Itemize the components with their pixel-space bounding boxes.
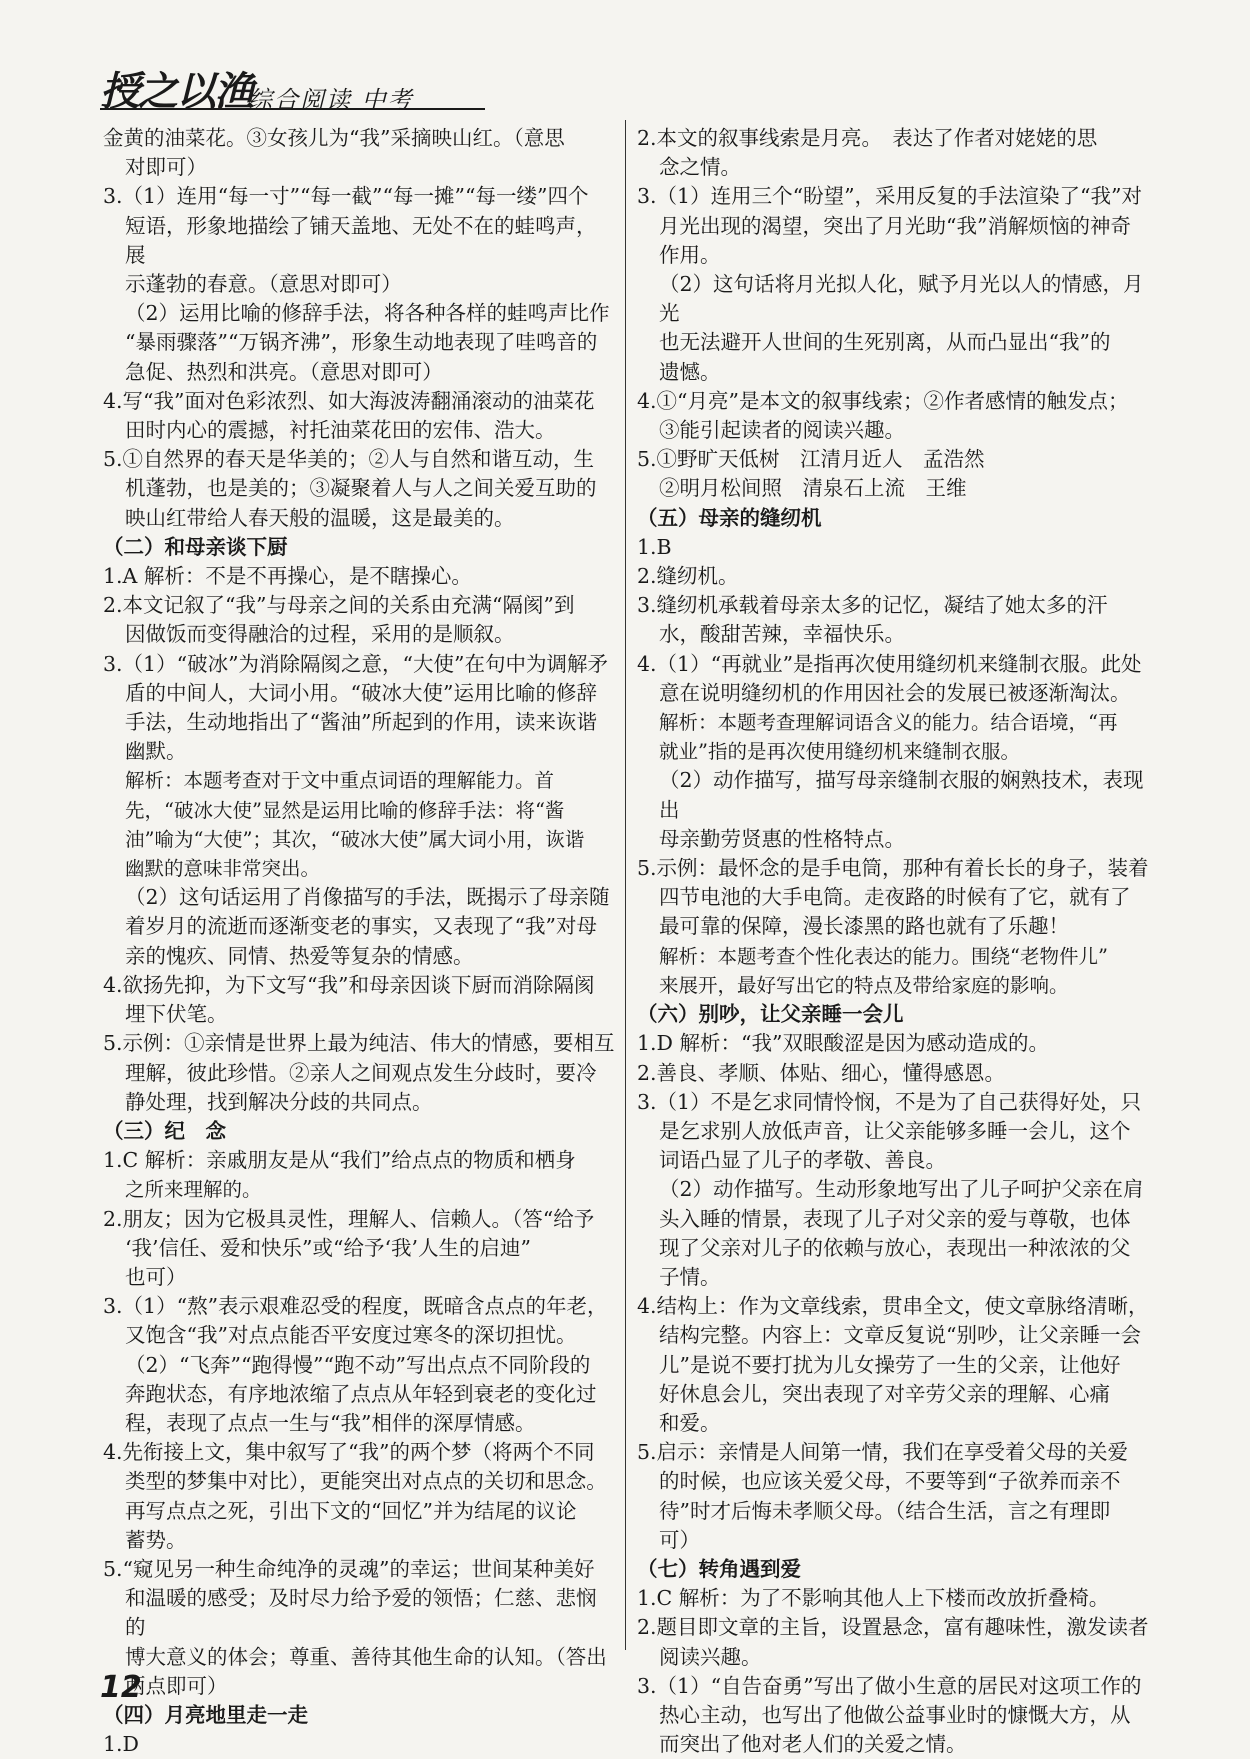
- answer-line: （2）“飞奔”“跑得慢”“跑不动”写出点点不同阶段的: [125, 1352, 591, 1377]
- answer-line: 3.（1）连用“每一寸”“每一截”“每一摊”“每一缕”四个: [103, 184, 589, 209]
- answer-line: 热心主动，也写出了他做公益事业时的慷慨大方，从: [659, 1702, 1131, 1727]
- answer-line: 因做饭而变得融洽的过程，采用的是顺叙。: [125, 622, 515, 647]
- analysis-line: 就业”指的是再次使用缝纫机来缝制衣服。: [659, 740, 1020, 764]
- analysis-line: 油”喻为“大使”；其次，“破冰大使”属大词小用，诙谐: [125, 827, 585, 851]
- answer-line: ③能引起读者的阅读兴趣。: [659, 418, 905, 443]
- section-heading: （六）别吵，让父亲睡一会儿: [637, 1002, 904, 1027]
- answer-line: 急促、热烈和洪亮。（意思对即可）: [125, 359, 443, 384]
- analysis-line: 幽默的意味非常突出。: [125, 857, 321, 881]
- answer-line: 头入睡的情景，表现了儿子对父亲的爱与尊敬，也体: [659, 1206, 1131, 1231]
- answer-line: 3.（1）“熬”表示艰难忍受的程度，既暗含点点的年老，: [103, 1294, 608, 1319]
- analysis-line: 之所来理解的。: [125, 1178, 262, 1202]
- answer-line: 3.（1）不是乞求同情怜悯，不是为了自己获得好处，只: [637, 1089, 1142, 1114]
- answer-line: 对即可）: [125, 155, 207, 180]
- answer-line: 的时候，也应该关爱父母，不要等到“子欲养而亲不: [659, 1469, 1121, 1494]
- answer-line: （2）动作描写。生动形象地写出了儿子呵护父亲在肩: [659, 1177, 1144, 1202]
- analysis-line: 先，“破冰大使”显然是运用比喻的修辞手法：将“酱: [125, 798, 565, 822]
- answer-line: 2.本文的叙事线索是月亮。 表达了作者对姥姥的思: [637, 126, 1098, 150]
- column-divider: [625, 120, 626, 1650]
- answer-line: ‘我’信任、爱和快乐”或“给予‘我’人生的启迪”: [125, 1235, 532, 1260]
- answer-line: （2）这句话将月光拟人化，赋予月光以人的情感，月光: [659, 272, 1144, 326]
- answer-line: 盾的中间人，大词小用。“破冰大使”运用比喻的修辞: [125, 680, 597, 705]
- section-heading: （四）月亮地里走一走: [103, 1702, 308, 1727]
- answer-line: 5.①自然界的春天是华美的；②人与自然和谐互动，生: [103, 447, 595, 472]
- answer-line: 也无法避开人世间的生死别离，从而凸显出“我”的: [659, 330, 1111, 355]
- left-column: [103, 124, 615, 1759]
- answer-line: 1.D: [103, 1732, 139, 1757]
- answer-line: 金黄的油菜花。③女孩儿为“我”采摘映山红。（意思: [103, 126, 565, 150]
- answer-line: “暴雨骤落”“万锅齐沸”，形象生动地表现了哇鸣音的: [125, 330, 598, 355]
- answer-line: ②明月松间照 清泉石上流 王维: [659, 476, 967, 501]
- answer-line: 3.（1）“破冰”为消除隔阂之意，“大使”在句中为调解矛: [103, 651, 609, 676]
- answer-line: 5.示例：①亲情是世界上最为纯洁、伟大的情感，要相互: [103, 1031, 615, 1056]
- section-heading: （五）母亲的缝纫机: [637, 505, 822, 530]
- answer-line: （2）运用比喻的修辞手法，将各种各样的蛙鸣声比作: [125, 301, 610, 326]
- answer-line: 子情。: [659, 1264, 721, 1289]
- answer-line: 奔跑状态，有序地浓缩了点点从年轻到衰老的变化过: [125, 1381, 597, 1406]
- answer-line: 4.（1）“再就业”是指再次使用缝纫机来缝制衣服。此处: [637, 651, 1142, 676]
- answer-line: 两点即可）: [125, 1673, 228, 1698]
- answer-line: 儿”是说不要打扰为儿女操劳了一生的父亲，让他好: [659, 1352, 1121, 1377]
- analysis-line: 解析：本题考查对于文中重点词语的理解能力。首: [125, 769, 555, 793]
- answer-line: 2.本文记叙了“我”与母亲之间的关系由充满“隔阂”到: [103, 593, 575, 618]
- answer-line: 而突出了他对老人们的关爱之情。: [659, 1732, 967, 1757]
- answer-line: 念之情。: [659, 155, 741, 180]
- answer-line: 4.欲扬先抑，为下文写“我”和母亲因谈下厨而消除隔阂: [103, 972, 595, 997]
- answer-line: 手法，生动地指出了“酱油”所起到的作用，读来诙谐: [125, 710, 597, 735]
- answer-line: 月光出现的渴望，突出了月光助“我”消解烦恼的神奇: [659, 213, 1131, 238]
- answer-line: 机蓬勃，也是美的；③凝聚着人与人之间关爱互助的: [125, 476, 597, 501]
- section-heading: （二）和母亲谈下厨: [103, 534, 288, 559]
- answer-line: 四节电池的大手电筒。走夜路的时候有了它，就有了: [659, 885, 1131, 910]
- answer-line: 3.（1）“自告奋勇”写出了做小生意的居民对这项工作的: [637, 1673, 1142, 1698]
- answer-line: 最可靠的保障，漫长漆黑的路也就有了乐趣！: [659, 914, 1069, 939]
- section-heading: （三）纪 念: [103, 1118, 226, 1143]
- answer-line: 好休息会儿，突出表现了对辛劳父亲的理解、心痛: [659, 1381, 1110, 1406]
- answer-line: 1.D 解析：“我”双眼酸涩是因为感动造成的。: [637, 1031, 1049, 1056]
- answer-line: 意在说明缝纫机的作用因社会的发展已被逐渐淘汰。: [659, 680, 1131, 705]
- answer-line: 待”时才后悔未孝顺父母。（结合生活，言之有理即: [659, 1498, 1111, 1523]
- answer-line: 5.启示：亲情是人间第一情，我们在享受着父母的关爱: [637, 1440, 1129, 1465]
- answer-line: 结构完整。内容上：文章反复说“别吵，让父亲睡一会: [659, 1323, 1141, 1348]
- book-title: 综合阅读 中考: [248, 86, 414, 114]
- answer-line: 可）: [659, 1527, 700, 1552]
- answer-line: 阅读兴趣。: [659, 1644, 762, 1669]
- answer-line: 遗憾。: [659, 359, 721, 384]
- answer-line: 短语，形象地描绘了铺天盖地、无处不在的蛙鸣声，展: [125, 213, 597, 267]
- answer-line: 和爱。: [659, 1410, 721, 1435]
- answer-line: 田时内心的震撼，衬托油菜花田的宏伟、浩大。: [125, 418, 556, 443]
- answer-line: 1.B: [637, 534, 672, 559]
- answer-line: 又饱含“我”对点点能否平安度过寒冬的深切担忧。: [125, 1323, 577, 1348]
- answer-line: 4.结构上：作为文章线索，贯串全文，使文章脉络清晰，: [637, 1294, 1149, 1319]
- answer-line: 蓄势。: [125, 1527, 187, 1552]
- right-column: [637, 124, 1149, 1759]
- answer-line: 静处理，找到解决分歧的共同点。: [125, 1089, 433, 1114]
- answer-line: 类型的梦集中对比），更能突出对点点的关切和思念。: [125, 1469, 607, 1494]
- answer-line: 水，酸甜苦辣，幸福快乐。: [659, 622, 905, 647]
- analysis-line: 来展开，最好写出它的特点及带给家庭的影响。: [659, 973, 1069, 997]
- answer-line: 亲的愧疚、同情、热爱等复杂的情感。: [125, 943, 474, 968]
- answer-line: 母亲勤劳贤惠的性格特点。: [659, 826, 905, 851]
- analysis-line: 解析：本题考查理解词语含义的能力。结合语境，“再: [659, 711, 1118, 735]
- answer-line: 4.①“月亮”是本文的叙事线索；②作者感情的触发点；: [637, 388, 1129, 413]
- answer-line: 2.善良、孝顺、体贴、细心，懂得感恩。: [637, 1060, 1006, 1085]
- answer-line: 幽默。: [125, 739, 187, 764]
- answer-line: 作用。: [659, 242, 721, 267]
- header-rule: [100, 108, 485, 110]
- answer-line: 现了父亲对儿子的依赖与放心，表现出一种浓浓的父: [659, 1235, 1131, 1260]
- answer-line: 再写点点之死，引出下文的“回忆”并为结尾的议论: [125, 1498, 577, 1523]
- answer-line: 也可）: [125, 1264, 187, 1289]
- answer-line: 2.题目即文章的主旨，设置悬念，富有趣味性，激发读者: [637, 1615, 1149, 1640]
- answer-line: 3.缝纫机承载着母亲太多的记忆，凝结了她太多的汗: [637, 593, 1108, 618]
- answer-line: 1.C 解析：亲戚朋友是从“我们”给点点的物质和栖身: [103, 1148, 576, 1173]
- answer-line: 埋下伏笔。: [125, 1002, 228, 1027]
- publisher-logo: 授之以渔: [100, 68, 252, 115]
- analysis-line: 解析：本题考查个性化表达的能力。围绕“老物件儿”: [659, 944, 1108, 968]
- answer-line: 是乞求别人放低声音，让父亲能够多睡一会儿，这个: [659, 1118, 1131, 1143]
- answer-line: 理解，彼此珍惜。②亲人之间观点发生分歧时，要冷: [125, 1060, 597, 1085]
- section-heading: （七）转角遇到爱: [637, 1556, 801, 1581]
- answer-line: 程，表现了点点一生与“我”相伴的深厚情感。: [125, 1410, 536, 1435]
- answer-line: 5.示例：最怀念的是手电筒，那种有着长长的身子，装着: [637, 856, 1149, 881]
- answer-line: 5.①野旷天低树 江清月近人 孟浩然: [637, 447, 985, 472]
- answer-line: 着岁月的流逝而逐渐变老的事实，又表现了“我”对母: [125, 914, 597, 939]
- answer-line: 2.缝纫机。: [637, 564, 739, 589]
- answer-line: 4.写“我”面对色彩浓烈、如大海波涛翻涌滚动的油菜花: [103, 388, 595, 413]
- answer-line: 博大意义的体会；尊重、善待其他生命的认知。（答出: [125, 1644, 607, 1669]
- answer-line: 1.C 解析：为了不影响其他人上下楼而改放折叠椅。: [637, 1586, 1110, 1611]
- answer-line: 3.（1）连用三个“盼望”，采用反复的手法渲染了“我”对: [637, 184, 1143, 209]
- answer-line: 示蓬勃的春意。（意思对即可）: [125, 272, 402, 297]
- answer-line: 和温暖的感受；及时尽力给予爱的领悟；仁慈、悲悯的: [125, 1586, 597, 1640]
- answer-line: 映山红带给人春天般的温暖，这是最美的。: [125, 505, 515, 530]
- answer-line: 词语凸显了儿子的孝敬、善良。: [659, 1148, 946, 1173]
- answer-line: （2）动作描写，描写母亲缝制衣服的娴熟技术，表现出: [659, 768, 1144, 822]
- answer-line: 5.“窥见另一种生命纯净的灵魂”的幸运；世间某种美好: [103, 1556, 595, 1581]
- answer-line: 2.朋友；因为它极具灵性，理解人、信赖人。（答“给予: [103, 1206, 595, 1231]
- answer-line: 1.A 解析：不是不再操心，是不瞎操心。: [103, 564, 472, 589]
- page-number: 12: [100, 1670, 142, 1705]
- answer-line: （2）这句话运用了肖像描写的手法，既揭示了母亲随: [125, 885, 610, 910]
- answer-line: 4.先衔接上文，集中叙写了“我”的两个梦（将两个不同: [103, 1440, 595, 1465]
